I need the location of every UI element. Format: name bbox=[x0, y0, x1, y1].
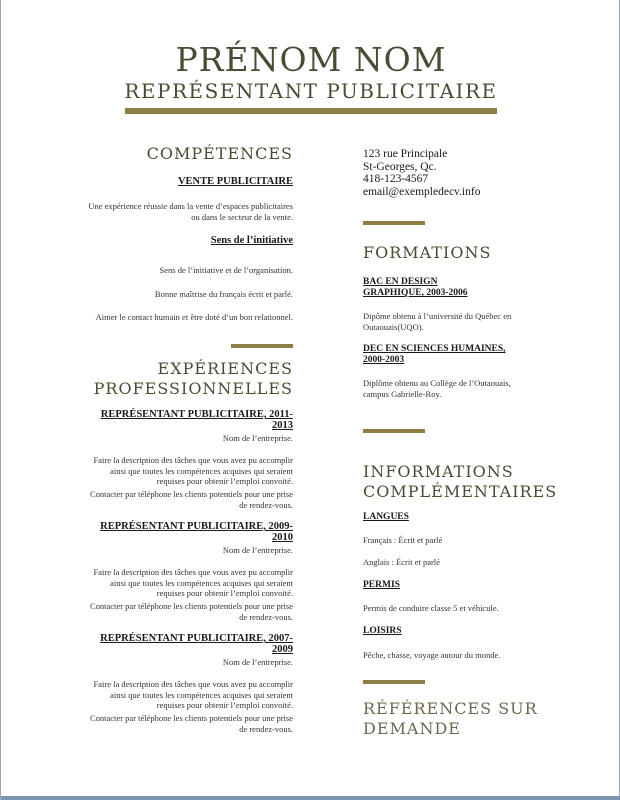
formation-title bbox=[363, 277, 563, 299]
competence-initiative-title: Sens de l’initiative bbox=[210, 235, 293, 246]
contact-phone: 418-123-4567 bbox=[363, 173, 429, 185]
job-entry-desc: Contacter par téléphone les clients potentiels pour une prise de rendez-vous. bbox=[90, 489, 293, 510]
formation-title-line: 2000-2003 bbox=[363, 355, 405, 365]
permis-title: PERMIS bbox=[363, 580, 400, 590]
formation-desc: Diplôme obtenu au Collège de l’Outaouais, campus Gabrielle-Roy. bbox=[363, 378, 511, 399]
contact-block bbox=[363, 148, 563, 198]
experiences-title-line: EXPÉRIENCES bbox=[157, 359, 293, 378]
competence-initiative-line: Sens de l’initiative et de l’organisation. bbox=[159, 265, 293, 275]
experiences-title-line: PROFESSIONNELLES bbox=[93, 379, 293, 398]
langue-item: Français : Écrit et parlé bbox=[363, 535, 443, 545]
informations-title bbox=[363, 462, 603, 502]
contact-address: 123 rue Principale bbox=[363, 148, 448, 160]
formation-title bbox=[363, 344, 563, 366]
experiences-title bbox=[87, 359, 293, 399]
formations-title: FORMATIONS bbox=[363, 243, 492, 262]
competence-vente-text: Une expérience réussie dans la vente d’espaces publicitaires ou dans le secteur de la vente. bbox=[88, 201, 293, 222]
loisirs-text: Pêche, chasse, voyage autour du monde. bbox=[363, 650, 501, 660]
competence-initiative-line: Bonne maîtrise du français écrit et parlé. bbox=[154, 289, 293, 299]
section-divider bbox=[363, 221, 425, 225]
langues-title: LANGUES bbox=[363, 512, 409, 522]
candidate-name: PRÉNOM NOM bbox=[175, 40, 447, 79]
permis-text: Permis de conduire classe 5 et véhicule. bbox=[363, 603, 499, 613]
langue-item: Anglais : Écrit et parlé bbox=[363, 557, 440, 567]
contact-email: email@exempledecv.info bbox=[363, 185, 481, 198]
competence-initiative-line: Aimer le contact humain et être doté d’un bon relationnel. bbox=[95, 312, 293, 322]
job-entry-desc: Faire la description des tâches que vous avez pu accomplir ainsi que toutes les compétences acquises qui seraient requises pour obtenir l’emploi convoité. bbox=[93, 567, 293, 598]
formation-title-line: BAC EN DESIGN bbox=[363, 277, 438, 287]
section-divider bbox=[363, 680, 425, 684]
formation-title-line: DEC EN SCIENCES HUMAINES, bbox=[363, 344, 506, 354]
references-title bbox=[363, 699, 603, 739]
section-divider bbox=[363, 429, 425, 433]
contact-city: St-Georges, Qc. bbox=[363, 160, 437, 173]
job-entry-company: Nom de l’entreprise. bbox=[222, 657, 293, 667]
job-entry-title: REPRÉSENTANT PUBLICITAIRE, 2007-2009 bbox=[100, 633, 293, 655]
references-title-line: RÉFÉRENCES SUR bbox=[363, 699, 538, 718]
job-entry-desc: Contacter par téléphone les clients potentiels pour une prise de rendez-vous. bbox=[90, 601, 293, 622]
informations-title-line: COMPLÉMENTAIRES bbox=[363, 482, 558, 501]
job-entry-desc: Contacter par téléphone les clients potentiels pour une prise de rendez-vous. bbox=[90, 713, 293, 734]
header-divider bbox=[125, 108, 497, 114]
informations-title-line: INFORMATIONS bbox=[363, 462, 514, 481]
formation-desc: Dipôme obtenu à l’université du Québec en Outaouais(UQO). bbox=[363, 311, 512, 332]
job-entry-desc: Faire la description des tâches que vous avez pu accomplir ainsi que toutes les compétences acquises qui seraient requises pour obtenir l’emploi convoité. bbox=[93, 679, 293, 710]
job-title: REPRÉSENTANT PUBLICITAIRE bbox=[124, 79, 498, 103]
page-bottom-border bbox=[1, 796, 620, 800]
references-title-line: DEMANDE bbox=[363, 719, 461, 738]
formation-title-line: GRAPHIQUE, 2003-2006 bbox=[363, 288, 468, 298]
competences-title: COMPÉTENCES bbox=[146, 144, 293, 163]
loisirs-title: LOISIRS bbox=[363, 626, 402, 636]
job-entry-desc: Faire la description des tâches que vous avez pu accomplir ainsi que toutes les compétences acquises qui seraient requises pour obtenir l’emploi convoité. bbox=[93, 455, 293, 486]
competence-vente-title: VENTE PUBLICITAIRE bbox=[177, 176, 293, 187]
job-entry-title: REPRÉSENTANT PUBLICITAIRE, 2011-2013 bbox=[100, 409, 293, 431]
job-entry-company: Nom de l’entreprise. bbox=[222, 545, 293, 555]
section-divider bbox=[231, 344, 293, 348]
job-entry-title: REPRÉSENTANT PUBLICITAIRE, 2009-2010 bbox=[100, 521, 293, 543]
job-entry-company: Nom de l’entreprise. bbox=[222, 433, 293, 443]
